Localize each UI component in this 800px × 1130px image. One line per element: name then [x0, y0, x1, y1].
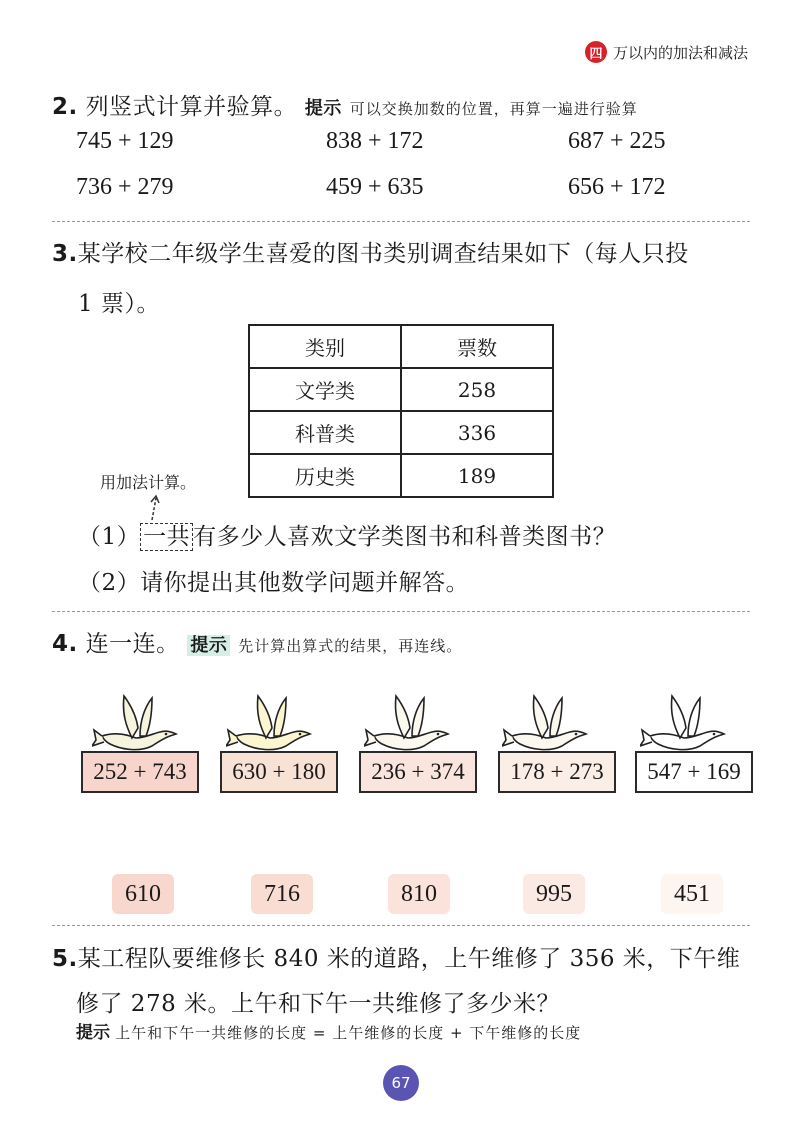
page-number: 67	[383, 1065, 419, 1101]
chapter-badge: 四	[585, 41, 607, 63]
table-cell: 文学类	[249, 368, 401, 411]
expr-card[interactable]: 630 + 180	[220, 751, 338, 793]
dove-icon	[226, 688, 316, 758]
q3-text-line2: 1 票）。	[78, 291, 160, 317]
q4-heading	[52, 625, 462, 658]
divider	[52, 925, 750, 926]
table-header-cell: 票数	[401, 325, 553, 368]
q2-tip-label: 提示	[304, 98, 342, 119]
answer-card[interactable]: 451	[661, 874, 723, 914]
table-cell: 科普类	[249, 411, 401, 454]
q2-title: 列竖式计算并验算。	[85, 94, 298, 120]
expr-card[interactable]: 252 + 743	[81, 751, 199, 793]
divider	[52, 221, 750, 222]
q2-expr: 459 + 635	[326, 174, 424, 200]
q2-expr: 687 + 225	[568, 128, 666, 154]
q2-expr: 838 + 172	[326, 128, 424, 154]
divider	[52, 611, 750, 612]
highlight-word: 一共	[140, 523, 193, 551]
table-cell: 336	[401, 411, 553, 454]
answer-card[interactable]: 716	[251, 874, 313, 914]
dove-icon	[502, 688, 592, 758]
q3-sub1: （1） 一共 有多少人喜欢文学类图书和科普类图书？	[78, 524, 617, 550]
table-row	[249, 411, 553, 454]
q3-annotation: 用加法计算。	[100, 473, 197, 492]
q2-expr: 736 + 279	[76, 174, 174, 200]
q2-tip-text: 可以交换加数的位置，再算一遍进行验算	[349, 100, 638, 118]
expr-card[interactable]: 236 + 374	[359, 751, 477, 793]
q2-heading	[52, 88, 638, 121]
vote-table	[248, 324, 554, 498]
expr-card[interactable]: 178 + 273	[498, 751, 616, 793]
dove-icon	[640, 688, 730, 758]
answer-card[interactable]: 995	[523, 874, 585, 914]
q3-text-line1: 3.某学校二年级学生喜爱的图书类别调查结果如下（每人只投	[52, 241, 689, 267]
table-cell: 189	[401, 454, 553, 497]
q4-number: 4.	[52, 631, 78, 657]
expr-card[interactable]: 547 + 169	[635, 751, 753, 793]
table-row	[249, 454, 553, 497]
q2-number: 2.	[52, 94, 78, 120]
q5-tip	[76, 1018, 581, 1043]
answer-card[interactable]: 610	[112, 874, 174, 914]
q2-expr: 656 + 172	[568, 174, 666, 200]
table-cell: 历史类	[249, 454, 401, 497]
table-row	[249, 368, 553, 411]
dove-icon	[92, 688, 182, 758]
q5-text-line1: 5.某工程队要维修长 840 米的道路，上午维修了 356 米，下午维	[52, 946, 741, 972]
answer-card[interactable]: 810	[388, 874, 450, 914]
q5-tip-text: 上午和下午一共维修的长度 = 上午维修的长度 + 下午维修的长度	[115, 1024, 582, 1042]
table-cell: 258	[401, 368, 553, 411]
q3-number: 3.	[52, 241, 78, 267]
table-header-cell: 类别	[249, 325, 401, 368]
q3-sub2: （2）请你提出其他数学问题并解答。	[78, 570, 470, 596]
chapter-header	[585, 41, 748, 63]
q4-title: 连一连。	[85, 631, 180, 657]
table-header-row	[249, 325, 553, 368]
q4-tip-label: 提示	[187, 635, 230, 656]
chapter-title: 万以内的加法和减法	[612, 43, 748, 62]
q2-expr: 745 + 129	[76, 128, 174, 154]
q5-text-line2: 修了 278 米。上午和下午一共维修了多少米？	[76, 991, 561, 1017]
q5-number: 5.	[52, 946, 78, 972]
q5-tip-label: 提示	[76, 1023, 110, 1043]
dove-icon	[364, 688, 454, 758]
q4-tip-text: 先计算出算式的结果，再连线。	[238, 637, 463, 655]
